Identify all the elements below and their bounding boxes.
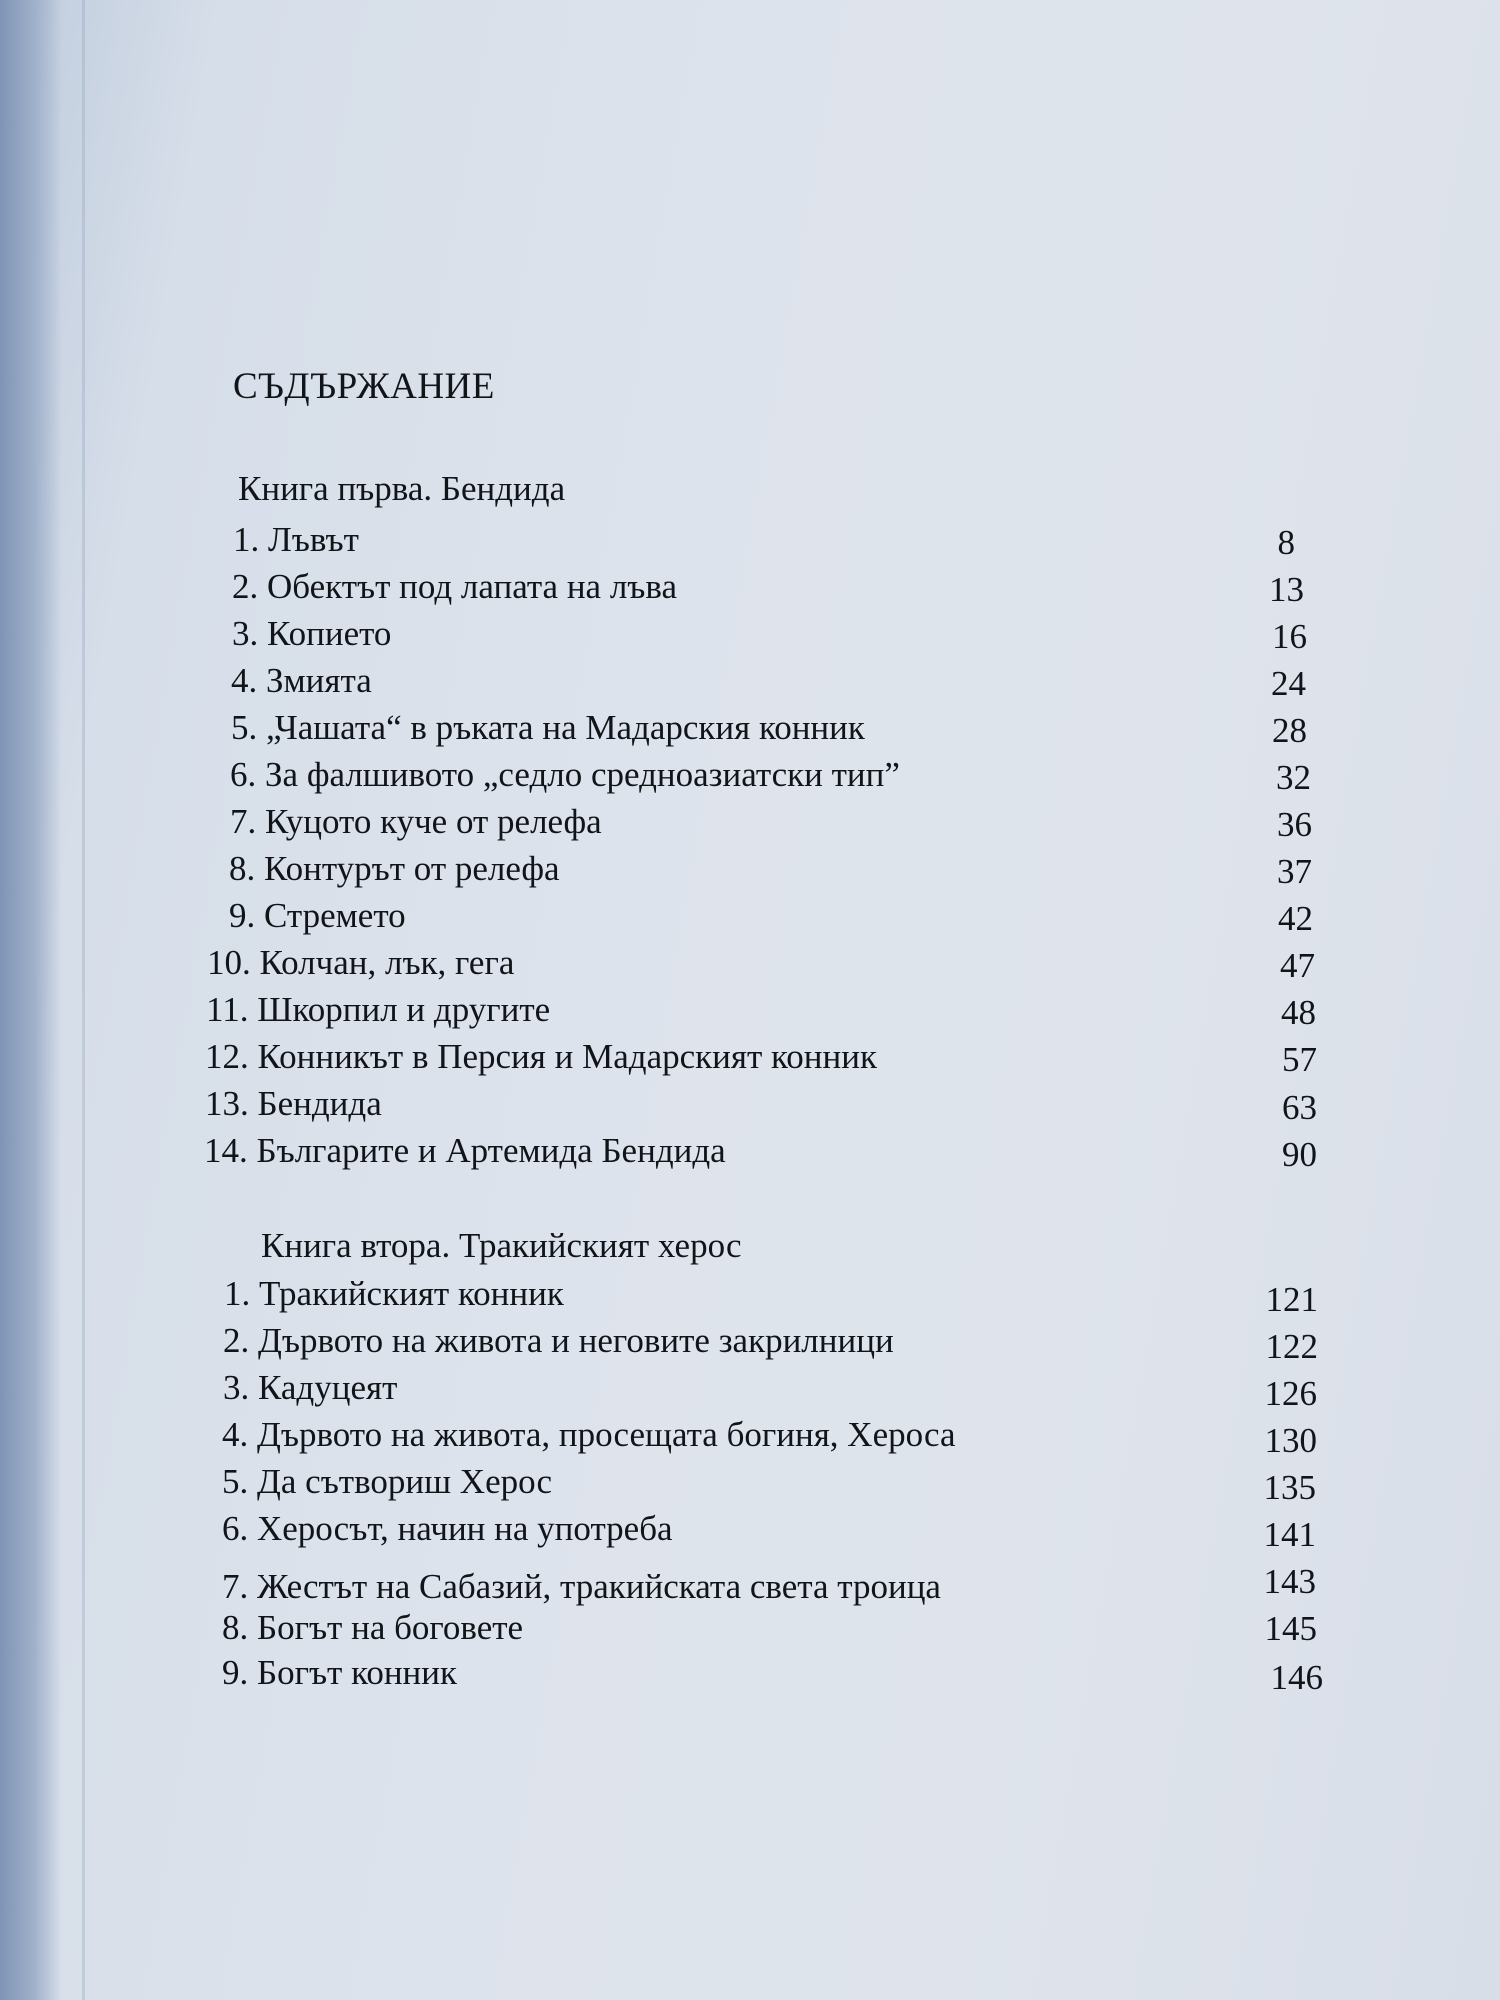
toc-entry: 1. Лъвът: [233, 520, 359, 559]
toc-entry-page: 48: [1281, 993, 1316, 1032]
toc-entry-page: 13: [1269, 570, 1304, 609]
toc-entry-page: 16: [1272, 617, 1307, 656]
toc-entry: 14. Българите и Артемида Бендида: [204, 1131, 726, 1170]
toc-entry: 7. Куцото куче от релефа: [230, 802, 602, 841]
toc-entry-page: 141: [1263, 1515, 1316, 1554]
toc-entry: 6. За фалшивото „седло средноазиатски тип”: [230, 755, 900, 794]
toc-entry: 3. Копието: [232, 614, 392, 653]
toc-entry: 9. Богът конник: [222, 1653, 458, 1692]
toc-entry-page: 145: [1264, 1609, 1317, 1648]
toc-entry-page: 37: [1277, 852, 1312, 891]
toc-entry: 2. Дървото на живота и неговите закрилници: [223, 1321, 894, 1360]
toc-heading: СЪДЪРЖАНИЕ: [233, 366, 495, 407]
toc-entry-page: 90: [1282, 1135, 1317, 1174]
toc-entry-page: 143: [1263, 1562, 1316, 1601]
toc-entry-page: 126: [1264, 1374, 1317, 1413]
toc-entry-page: 24: [1271, 664, 1306, 703]
toc-entry-page: 57: [1282, 1040, 1317, 1079]
toc-entry-page: 32: [1276, 758, 1311, 797]
toc-entry-page: 8: [1277, 523, 1295, 562]
toc-entry-page: 63: [1282, 1088, 1317, 1127]
toc-entry: 8. Богът на боговете: [222, 1608, 524, 1647]
toc-entry: 1. Тракийският конник: [224, 1274, 564, 1313]
toc-entry: 3. Кадуцеят: [223, 1368, 398, 1407]
toc-entry-page: 146: [1270, 1658, 1323, 1697]
toc-entry: 2. Обектът под лапата на лъва: [232, 567, 678, 606]
book-1-title: Книга първа. Бендида: [238, 469, 566, 508]
toc-entry-page: 121: [1265, 1280, 1318, 1319]
toc-entry: 11. Шкорпил и другите: [206, 990, 551, 1029]
toc-entry-page: 36: [1277, 805, 1312, 844]
toc-entry-page: 135: [1263, 1468, 1316, 1507]
toc-entry: 10. Колчан, лък, гега: [207, 943, 515, 982]
toc-entry: 9. Стремето: [229, 896, 406, 935]
book-2-title: Книга втора. Тракийският херос: [261, 1226, 742, 1265]
toc-entry: 12. Конникът в Персия и Мадарският конник: [205, 1037, 877, 1076]
toc-entry-page: 42: [1278, 899, 1313, 938]
toc-entry: 4. Дървото на живота, просещата богиня, Хероса: [222, 1415, 956, 1454]
toc-entry: 7. Жестът на Сабазий, тракийската света троица: [222, 1567, 941, 1606]
toc-entry: 6. Херосът, начин на употреба: [222, 1509, 673, 1548]
toc-entry: 5. Да сътвориш Херос: [222, 1462, 553, 1501]
toc-entry-page: 28: [1272, 711, 1307, 750]
toc-entry: 13. Бендида: [205, 1084, 382, 1123]
toc-entry-page: 122: [1265, 1327, 1318, 1366]
toc-entry-page: 47: [1280, 946, 1315, 985]
toc-entry: 4. Змията: [231, 661, 372, 700]
toc-entry-page: 130: [1264, 1421, 1317, 1460]
toc-entry: 5. „Чашата“ в ръката на Мадарския конник: [231, 708, 865, 747]
toc-entry: 8. Контурът от релефа: [229, 849, 560, 888]
